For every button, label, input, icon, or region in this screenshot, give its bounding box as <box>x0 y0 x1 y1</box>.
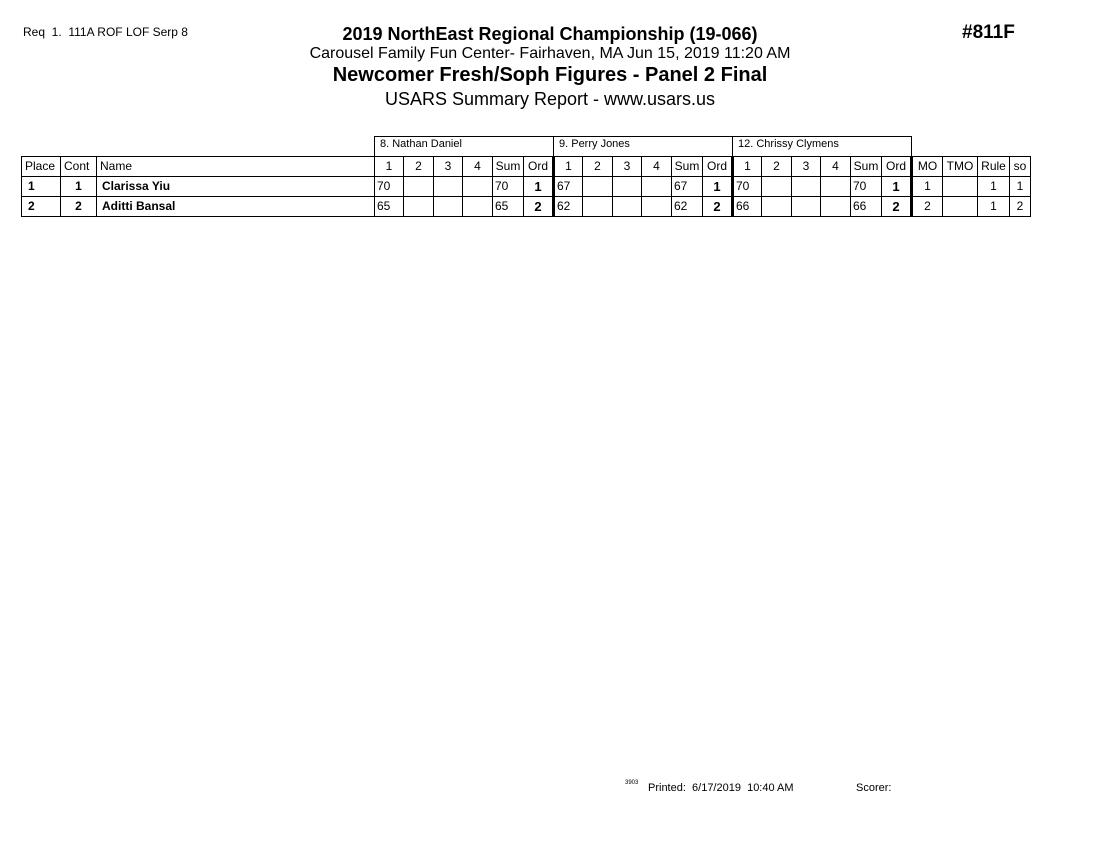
place-cell: 2 <box>22 197 61 217</box>
sum-cell: 70 <box>493 177 524 197</box>
col-tmo: TMO <box>943 157 978 177</box>
score-cell <box>583 197 613 217</box>
mo-cell: 1 <box>912 177 943 197</box>
so-cell: 1 <box>1010 177 1031 197</box>
version-number: 3903 <box>625 780 639 786</box>
col-judge-2-ord: Ord <box>703 157 733 177</box>
score-cell <box>792 177 821 197</box>
mo-cell: 2 <box>912 197 943 217</box>
score-cell <box>613 197 642 217</box>
score-cell <box>821 197 851 217</box>
col-judge-1-1: 1 <box>375 157 404 177</box>
judge-name: 8. Nathan Daniel <box>375 137 554 157</box>
results-table <box>21 136 1031 217</box>
col-judge-1-4: 4 <box>463 157 493 177</box>
score-cell <box>613 177 642 197</box>
ordinal-cell: 1 <box>703 177 733 197</box>
spacer <box>912 137 1031 157</box>
col-cont: Cont <box>61 157 97 177</box>
col-judge-1-3: 3 <box>434 157 463 177</box>
judge-header-row <box>22 137 1031 157</box>
score-cell <box>434 177 463 197</box>
scorer-label: Scorer: <box>856 782 892 794</box>
col-judge-3-ord: Ord <box>882 157 912 177</box>
col-judge-3-2: 2 <box>762 157 792 177</box>
col-judge-3-sum: Sum <box>851 157 882 177</box>
col-judge-2-1: 1 <box>554 157 583 177</box>
col-rule: Rule <box>978 157 1010 177</box>
col-judge-3-3: 3 <box>792 157 821 177</box>
score-cell <box>792 197 821 217</box>
col-judge-3-1: 1 <box>733 157 762 177</box>
score-cell: 70 <box>733 177 762 197</box>
table-row <box>22 197 1031 217</box>
score-cell <box>434 197 463 217</box>
ordinal-cell: 1 <box>882 177 912 197</box>
sum-cell: 65 <box>493 197 524 217</box>
score-cell <box>642 177 672 197</box>
col-judge-1-sum: Sum <box>493 157 524 177</box>
event-name: Newcomer Fresh/Soph Figures - Panel 2 Final <box>332 64 768 86</box>
col-place: Place <box>22 157 61 177</box>
col-mo: MO <box>912 157 943 177</box>
col-judge-2-3: 3 <box>613 157 642 177</box>
printed-timestamp: Printed: 6/17/2019 10:40 AM <box>648 782 794 794</box>
score-cell <box>762 197 792 217</box>
ordinal-cell: 2 <box>882 197 912 217</box>
score-cell <box>762 177 792 197</box>
score-cell: 62 <box>554 197 583 217</box>
score-cell: 66 <box>733 197 762 217</box>
col-judge-2-2: 2 <box>583 157 613 177</box>
skater-name: Clarissa Yiu <box>97 177 375 197</box>
col-so: so <box>1010 157 1031 177</box>
so-cell: 2 <box>1010 197 1031 217</box>
tmo-cell <box>943 197 978 217</box>
ordinal-cell: 2 <box>524 197 554 217</box>
cont-cell: 2 <box>61 197 97 217</box>
score-cell <box>463 177 493 197</box>
sum-cell: 70 <box>851 177 882 197</box>
score-cell: 65 <box>375 197 404 217</box>
score-cell <box>404 177 434 197</box>
score-cell: 70 <box>375 177 404 197</box>
score-cell <box>821 177 851 197</box>
sum-cell: 67 <box>672 177 703 197</box>
col-judge-2-4: 4 <box>642 157 672 177</box>
event-code: #811F <box>962 22 1015 43</box>
spacer <box>22 137 375 157</box>
report-title: USARS Summary Report - www.usars.us <box>384 89 716 109</box>
col-name: Name <box>97 157 375 177</box>
col-judge-1-2: 2 <box>404 157 434 177</box>
score-cell <box>642 197 672 217</box>
column-header-row <box>22 157 1031 177</box>
col-judge-3-4: 4 <box>821 157 851 177</box>
tmo-cell <box>943 177 978 197</box>
sum-cell: 62 <box>672 197 703 217</box>
judge-name: 9. Perry Jones <box>554 137 733 157</box>
col-judge-1-ord: Ord <box>524 157 554 177</box>
ordinal-cell: 1 <box>524 177 554 197</box>
place-cell: 1 <box>22 177 61 197</box>
sum-cell: 66 <box>851 197 882 217</box>
cont-cell: 1 <box>61 177 97 197</box>
score-cell <box>404 197 434 217</box>
competition-title: 2019 NorthEast Regional Championship (19-066) <box>342 24 758 44</box>
request-info: Req 1. 111A ROF LOF Serp 8 <box>23 25 188 39</box>
col-judge-2-sum: Sum <box>672 157 703 177</box>
score-cell <box>583 177 613 197</box>
venue-datetime: Carousel Family Fun Center- Fairhaven, MA Jun 15, 2019 11:20 AM <box>309 45 791 62</box>
table-row <box>22 177 1031 197</box>
judge-name: 12. Chrissy Clymens <box>733 137 912 157</box>
score-cell: 67 <box>554 177 583 197</box>
skater-name: Aditti Bansal <box>97 197 375 217</box>
rule-cell: 1 <box>978 197 1010 217</box>
rule-cell: 1 <box>978 177 1010 197</box>
score-cell <box>463 197 493 217</box>
ordinal-cell: 2 <box>703 197 733 217</box>
